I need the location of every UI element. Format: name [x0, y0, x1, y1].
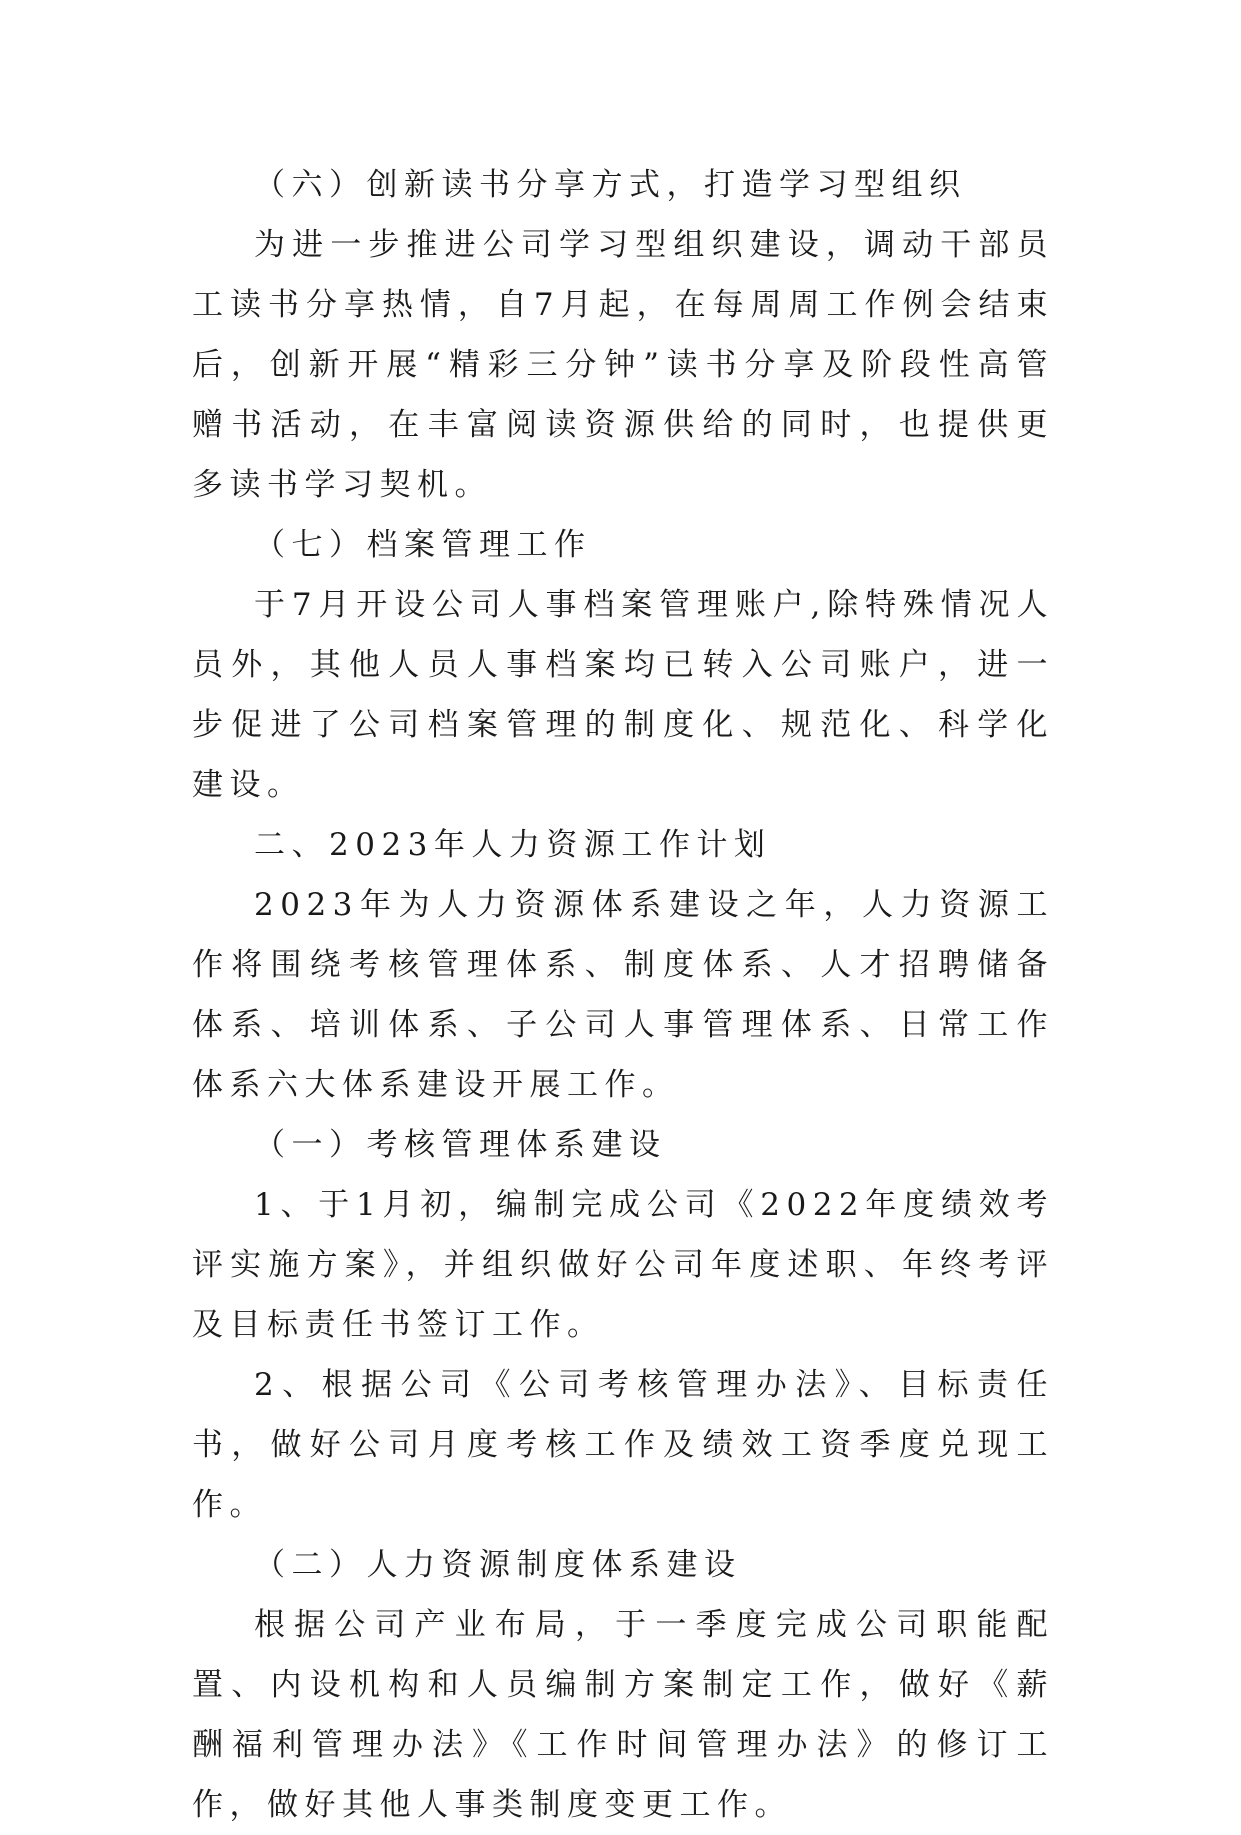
paragraph-archive-management: 于7月开设公司人事档案管理账户,除特殊情况人员外，其他人员人事档案均已转入公司账户，进一步促进了公司档案管理的制度化、规范化、科学化建设。	[192, 587, 1054, 803]
paragraph-2023-overview: 2023年为人力资源体系建设之年，人力资源工作将围绕考核管理体系、制度体系、人才招聘储备体系、培训体系、子公司人事管理体系、日常工作体系六大体系建设开展工作。	[192, 887, 1054, 1103]
paragraph-hr-system: 根据公司产业布局，于一季度完成公司职能配置、内设机构和人员编制方案制定工作，做好《薪酬福利管理办法》《工作时间管理办法》的修订工作，做好其他人事类制度变更工作。	[192, 1607, 1054, 1823]
section-heading-assessment: （一）考核管理体系建设	[254, 1127, 667, 1163]
section-heading-2023-plan: 二、2023年人力资源工作计划	[254, 827, 772, 863]
document-body	[192, 155, 1054, 1835]
section-heading-hr-system: （二）人力资源制度体系建设	[254, 1547, 742, 1583]
paragraph-reading-sharing: 为进一步推进公司学习型组织建设，调动干部员工读书分享热情，自7月起，在每周周工作例会结束后，创新开展“精彩三分钟”读书分享及阶段性高管赠书活动，在丰富阅读资源供给的同时，也提供更多读书学习契机。	[192, 227, 1054, 503]
section-heading-6: （六）创新读书分享方式，打造学习型组织	[254, 167, 967, 203]
section-heading-7: （七）档案管理工作	[254, 527, 592, 563]
paragraph-assessment-item-1: 1、于1月初，编制完成公司《2022年度绩效考评实施方案》，并组织做好公司年度述职、年终考评及目标责任书签订工作。	[192, 1187, 1054, 1343]
paragraph-assessment-item-2: 2、根据公司《公司考核管理办法》、目标责任书，做好公司月度考核工作及绩效工资季度兑现工作。	[192, 1367, 1054, 1523]
